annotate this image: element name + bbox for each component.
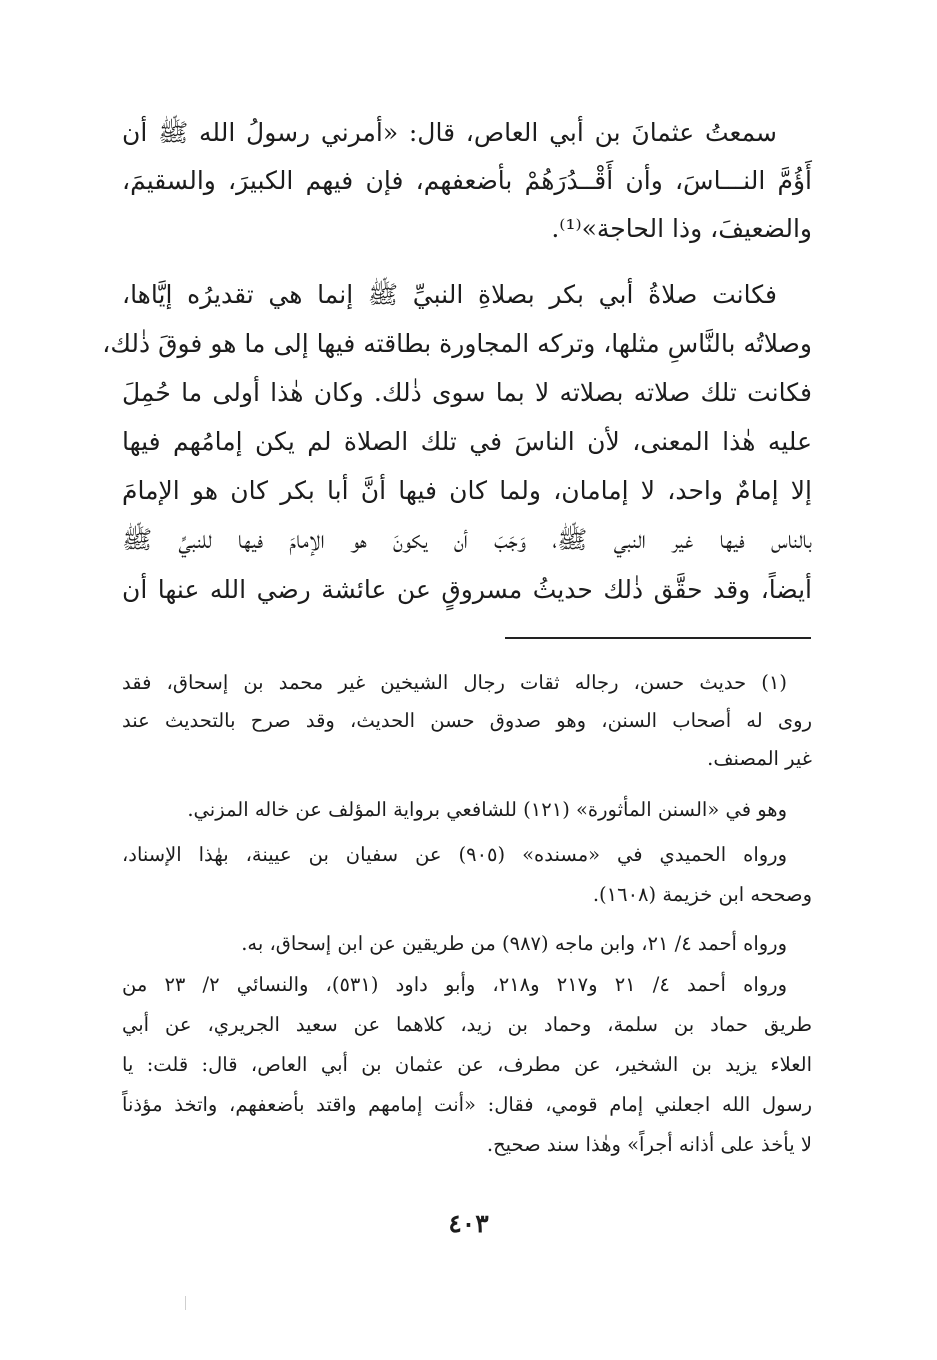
footnote-line: طريق حماد بن سلمة، وحماد بن زيد، كلاهما عن سعيد الجريري، عن أبي bbox=[122, 1013, 812, 1036]
footnote-line: ورواه الحميدي في «مسنده» (٩٠٥) عن سفيان بن عيينة، بهٰذا الإسناد، bbox=[122, 843, 787, 866]
footnote-separator bbox=[505, 637, 811, 639]
main-text-line: أيضاً، وقد حقَّق ذٰلك حديثُ مسروقٍ عن عائشة رضي الله عنها أن bbox=[122, 575, 812, 604]
footnote-line: غير المصنف. bbox=[707, 747, 812, 770]
footnote-line: رسول الله اجعلني إمام قومي، فقال: «أنت إمامهم واقتد بأضعفهم، واتخذ مؤذناً bbox=[122, 1093, 812, 1116]
footnote-line: وصححه ابن خزيمة (١٦٠٨). bbox=[592, 883, 812, 906]
footnote-line: روى له أصحاب السنن، وهو صدوق حسن الحديث، وقد صرح بالتحديث عند bbox=[122, 709, 812, 732]
main-text-line: أَؤُمَّ النـــاسَ، وأن أَقْــدُرَهُمْ بأضعفهم، فإن فيهم الكبيرَ، والسقيمَ، bbox=[122, 166, 812, 195]
main-text-line: سمعتُ عثمانَ بن أبي العاص، قال: «أمرني رسولُ الله ﷺ أن bbox=[122, 118, 777, 147]
main-text-line: فكانت صلاةُ أبي بكر بصلاةِ النبيِّ ﷺ إنما هي تقديرُه إيَّاها، bbox=[122, 280, 777, 309]
page-number: ٤٠٣ bbox=[448, 1209, 489, 1238]
scan-mark bbox=[185, 1296, 186, 1310]
main-text-line: إلا إمامٌ واحد، لا إمامان، ولما كان فيها أنَّ أبا بكر كان هو الإمامَ bbox=[122, 476, 812, 505]
footnote-line: لا يأخذ على أذانه أجراً» وهٰذا سند صحيح. bbox=[486, 1133, 812, 1156]
footnote-line: وهو في «السنن المأثورة» (١٢١) للشافعي برواية المؤلف عن خاله المزني. bbox=[187, 798, 787, 821]
main-text-line: عليه هٰذا المعنى، لأن الناسَ في تلك الصلاة لم يكن إمامُهم فيها bbox=[122, 427, 812, 456]
footnote-line: ورواه أحمد ٤/ ٢١، وابن ماجه (٩٨٧) من طريقين عن ابن إسحاق، به. bbox=[241, 932, 787, 955]
main-text-line: بالناس فيها غير النبي ﷺ، وَجَبَ أن يكونَ هو الإمامَ فيها للنبيِّ ﷺ bbox=[122, 525, 812, 554]
main-text-line: فكانت تلك صلاته بصلاته لا بما سوى ذٰلك. وكان هٰذا أولى ما حُمِلَ bbox=[122, 378, 812, 407]
main-text-line: والضعيفَ، وذا الحاجة»⁽¹⁾. bbox=[551, 214, 812, 243]
footnote-line: العلاء يزيد بن الشخير، عن مطرف، عن عثمان بن أبي العاص، قال: قلت: يا bbox=[122, 1053, 812, 1076]
footnote-line: (١) حديث حسن، رجاله ثقات رجال الشيخين غير محمد بن إسحاق، فقد bbox=[122, 671, 787, 694]
main-text-line: وصلاتُه بالنَّاسِ مثلها، وتركه المجاورة بطاقته فيها إلى ما هو فوقَ ذٰلك، bbox=[102, 329, 812, 358]
footnote-line: ورواه أحمد ٤/ ٢١ و٢١٧ و٢١٨، وأبو داود (٥٣١)، والنسائي ٢/ ٢٣ من bbox=[122, 973, 787, 996]
